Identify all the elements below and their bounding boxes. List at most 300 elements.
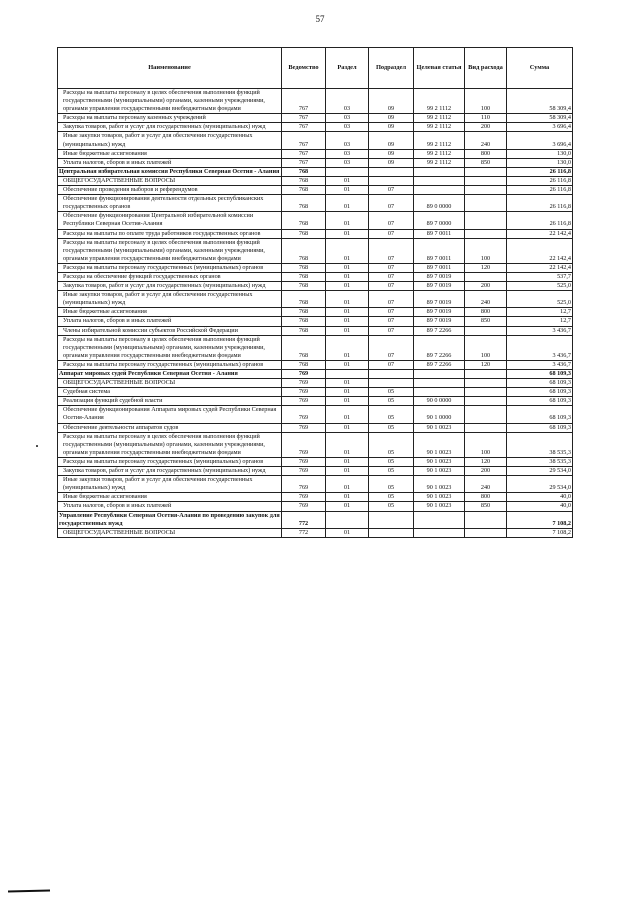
header-section: Раздел bbox=[326, 48, 369, 89]
table-row bbox=[58, 467, 573, 476]
cell-amount: 3 436,7 bbox=[507, 360, 573, 369]
cell-subsection: 07 bbox=[369, 360, 414, 369]
cell-expense-type: 850 bbox=[465, 317, 507, 326]
cell-department: 768 bbox=[282, 272, 326, 281]
cell-expense-type: 200 bbox=[465, 282, 507, 291]
cell-expense-type: 100 bbox=[465, 89, 507, 114]
cell-department: 769 bbox=[282, 406, 326, 423]
cell-target: 90 1 0023 bbox=[414, 476, 465, 493]
cell-amount: 130,0 bbox=[507, 149, 573, 158]
cell-subsection: 07 bbox=[369, 291, 414, 308]
table-row bbox=[58, 212, 573, 229]
cell-name: Расходы на обеспечение функций государственных органов bbox=[58, 272, 282, 281]
cell-subsection: 05 bbox=[369, 467, 414, 476]
cell-target: 89 7 0019 bbox=[414, 291, 465, 308]
cell-target: 89 0 0000 bbox=[414, 195, 465, 212]
cell-department: 767 bbox=[282, 123, 326, 132]
cell-section bbox=[326, 511, 369, 528]
cell-department: 767 bbox=[282, 132, 326, 149]
cell-department: 768 bbox=[282, 167, 326, 176]
cell-name: Закупка товаров, работ и услуг для государственных (муниципальных) нужд bbox=[58, 282, 282, 291]
cell-target: 99 2 1112 bbox=[414, 114, 465, 123]
cell-expense-type: 240 bbox=[465, 476, 507, 493]
cell-section: 01 bbox=[326, 476, 369, 493]
cell-subsection: 07 bbox=[369, 238, 414, 263]
cell-target bbox=[414, 379, 465, 388]
cell-department: 767 bbox=[282, 149, 326, 158]
table-row bbox=[58, 176, 573, 185]
cell-section: 01 bbox=[326, 291, 369, 308]
cell-expense-type: 120 bbox=[465, 457, 507, 466]
cell-expense-type bbox=[465, 195, 507, 212]
cell-section: 01 bbox=[326, 326, 369, 335]
cell-section: 01 bbox=[326, 406, 369, 423]
cell-department: 768 bbox=[282, 308, 326, 317]
cell-target bbox=[414, 167, 465, 176]
cell-expense-type: 200 bbox=[465, 467, 507, 476]
cell-subsection: 07 bbox=[369, 317, 414, 326]
table-row bbox=[58, 308, 573, 317]
cell-expense-type: 850 bbox=[465, 158, 507, 167]
cell-expense-type bbox=[465, 272, 507, 281]
cell-name: Обеспечение деятельности аппаратов судов bbox=[58, 423, 282, 432]
cell-section bbox=[326, 370, 369, 379]
table-row bbox=[58, 123, 573, 132]
cell-amount: 68 109,3 bbox=[507, 397, 573, 406]
scan-speck bbox=[36, 445, 38, 447]
cell-department: 769 bbox=[282, 432, 326, 457]
table-row bbox=[58, 291, 573, 308]
cell-target: 89 7 0011 bbox=[414, 238, 465, 263]
cell-section: 03 bbox=[326, 158, 369, 167]
table-row bbox=[58, 528, 573, 537]
table-row bbox=[58, 132, 573, 149]
cell-amount: 68 109,3 bbox=[507, 388, 573, 397]
cell-name: Центральная избирательная комиссия Республики Северная Осетия - Алания bbox=[58, 167, 282, 176]
cell-section: 01 bbox=[326, 195, 369, 212]
cell-subsection: 07 bbox=[369, 212, 414, 229]
cell-department: 768 bbox=[282, 282, 326, 291]
cell-amount: 26 116,8 bbox=[507, 212, 573, 229]
cell-department: 767 bbox=[282, 89, 326, 114]
cell-section: 01 bbox=[326, 379, 369, 388]
cell-section: 01 bbox=[326, 263, 369, 272]
cell-name: Обеспечение функционирования Центральной избирательной комиссии Республики Северная Осетия-Алания bbox=[58, 212, 282, 229]
cell-name: Расходы на выплаты персоналу государственных (муниципальных) органов bbox=[58, 457, 282, 466]
table-row bbox=[58, 149, 573, 158]
cell-amount: 58 309,4 bbox=[507, 89, 573, 114]
cell-section: 01 bbox=[326, 176, 369, 185]
cell-section: 01 bbox=[326, 335, 369, 360]
cell-amount: 130,0 bbox=[507, 158, 573, 167]
cell-subsection: 09 bbox=[369, 123, 414, 132]
cell-expense-type bbox=[465, 229, 507, 238]
cell-department: 768 bbox=[282, 238, 326, 263]
header-amount: Сумма bbox=[507, 48, 573, 89]
table-row bbox=[58, 317, 573, 326]
cell-amount: 29 534,0 bbox=[507, 467, 573, 476]
table-row bbox=[58, 502, 573, 511]
cell-department: 769 bbox=[282, 467, 326, 476]
cell-target: 89 7 0019 bbox=[414, 272, 465, 281]
cell-target: 90 1 0000 bbox=[414, 406, 465, 423]
cell-target: 89 7 0011 bbox=[414, 263, 465, 272]
cell-amount: 26 116,8 bbox=[507, 195, 573, 212]
cell-name: Расходы на выплаты персоналу в целях обеспечения выполнения функций государственными (муниципальными) органами, казенными учреждениями, органами управления государственными внебюджетными фондами bbox=[58, 335, 282, 360]
table-row bbox=[58, 511, 573, 528]
cell-name: Уплата налогов, сборов и иных платежей bbox=[58, 317, 282, 326]
cell-expense-type: 800 bbox=[465, 149, 507, 158]
cell-section: 01 bbox=[326, 308, 369, 317]
table-row bbox=[58, 406, 573, 423]
table-row bbox=[58, 379, 573, 388]
cell-subsection: 07 bbox=[369, 195, 414, 212]
cell-amount: 7 108,2 bbox=[507, 511, 573, 528]
cell-department: 769 bbox=[282, 388, 326, 397]
table-row bbox=[58, 432, 573, 457]
table-row bbox=[58, 167, 573, 176]
cell-target: 99 2 1112 bbox=[414, 158, 465, 167]
table-row bbox=[58, 282, 573, 291]
cell-amount: 3 696,4 bbox=[507, 132, 573, 149]
cell-name: Обеспечение проведения выборов и референдумов bbox=[58, 186, 282, 195]
cell-name: Иные бюджетные ассигнования bbox=[58, 493, 282, 502]
cell-amount: 38 535,3 bbox=[507, 432, 573, 457]
cell-section: 01 bbox=[326, 467, 369, 476]
table-row bbox=[58, 186, 573, 195]
cell-department: 768 bbox=[282, 360, 326, 369]
cell-amount: 40,0 bbox=[507, 502, 573, 511]
cell-section: 01 bbox=[326, 432, 369, 457]
table-row bbox=[58, 457, 573, 466]
cell-department: 768 bbox=[282, 326, 326, 335]
cell-expense-type bbox=[465, 167, 507, 176]
cell-target: 90 1 0023 bbox=[414, 423, 465, 432]
cell-department: 769 bbox=[282, 370, 326, 379]
cell-expense-type: 120 bbox=[465, 263, 507, 272]
cell-amount: 68 109,3 bbox=[507, 379, 573, 388]
cell-name: Иные закупки товаров, работ и услуг для обеспечения государственных (муниципальных) нужд bbox=[58, 291, 282, 308]
table-header-row bbox=[58, 48, 573, 89]
cell-name: Члены избирательной комиссии субъектов Российской Федерации bbox=[58, 326, 282, 335]
cell-amount: 68 109,3 bbox=[507, 406, 573, 423]
cell-department: 768 bbox=[282, 263, 326, 272]
cell-target: 89 7 0019 bbox=[414, 282, 465, 291]
cell-department: 769 bbox=[282, 476, 326, 493]
page-number: 57 bbox=[315, 14, 325, 24]
cell-department: 769 bbox=[282, 457, 326, 466]
table-row bbox=[58, 370, 573, 379]
cell-name: Иные бюджетные ассигнования bbox=[58, 308, 282, 317]
cell-amount: 58 309,4 bbox=[507, 114, 573, 123]
cell-expense-type bbox=[465, 326, 507, 335]
table-row bbox=[58, 263, 573, 272]
cell-expense-type bbox=[465, 176, 507, 185]
cell-amount: 22 142,4 bbox=[507, 229, 573, 238]
cell-section: 03 bbox=[326, 114, 369, 123]
cell-name: Закупка товаров, работ и услуг для государственных (муниципальных) нужд bbox=[58, 467, 282, 476]
cell-amount: 525,0 bbox=[507, 282, 573, 291]
table-row bbox=[58, 114, 573, 123]
table-row bbox=[58, 397, 573, 406]
cell-section: 03 bbox=[326, 123, 369, 132]
cell-department: 767 bbox=[282, 114, 326, 123]
table-row bbox=[58, 493, 573, 502]
cell-section: 01 bbox=[326, 238, 369, 263]
cell-expense-type bbox=[465, 212, 507, 229]
cell-target bbox=[414, 370, 465, 379]
cell-section: 01 bbox=[326, 212, 369, 229]
cell-amount: 22 142,4 bbox=[507, 238, 573, 263]
cell-department: 769 bbox=[282, 397, 326, 406]
cell-section: 01 bbox=[326, 397, 369, 406]
cell-subsection: 09 bbox=[369, 114, 414, 123]
cell-amount: 12,7 bbox=[507, 317, 573, 326]
cell-amount: 12,7 bbox=[507, 308, 573, 317]
cell-target: 99 2 1112 bbox=[414, 123, 465, 132]
cell-expense-type bbox=[465, 423, 507, 432]
table-row bbox=[58, 423, 573, 432]
cell-department: 768 bbox=[282, 317, 326, 326]
cell-name: Уплата налогов, сборов и иных платежей bbox=[58, 502, 282, 511]
cell-section: 01 bbox=[326, 528, 369, 537]
cell-expense-type bbox=[465, 370, 507, 379]
cell-target: 89 7 2266 bbox=[414, 326, 465, 335]
cell-target: 89 7 0019 bbox=[414, 317, 465, 326]
cell-subsection: 07 bbox=[369, 326, 414, 335]
cell-target: 90 1 0023 bbox=[414, 467, 465, 476]
cell-target: 90 1 0023 bbox=[414, 432, 465, 457]
cell-subsection: 07 bbox=[369, 282, 414, 291]
cell-expense-type bbox=[465, 511, 507, 528]
cell-subsection: 05 bbox=[369, 457, 414, 466]
cell-name: Обеспечение функционирования Аппарата мировых судей Республики Северная Осетия-Алания bbox=[58, 406, 282, 423]
cell-section: 01 bbox=[326, 186, 369, 195]
cell-expense-type: 100 bbox=[465, 335, 507, 360]
table-row bbox=[58, 89, 573, 114]
cell-subsection: 07 bbox=[369, 335, 414, 360]
cell-target: 90 1 0023 bbox=[414, 493, 465, 502]
cell-name: Судебная система bbox=[58, 388, 282, 397]
cell-target: 89 7 2266 bbox=[414, 360, 465, 369]
cell-target: 89 7 0019 bbox=[414, 308, 465, 317]
table-row bbox=[58, 360, 573, 369]
cell-subsection: 09 bbox=[369, 89, 414, 114]
cell-target: 99 2 1112 bbox=[414, 132, 465, 149]
table-row bbox=[58, 326, 573, 335]
cell-target bbox=[414, 186, 465, 195]
cell-subsection: 09 bbox=[369, 158, 414, 167]
cell-department: 769 bbox=[282, 379, 326, 388]
cell-name: Расходы на выплаты по оплате труда работников государственных органов bbox=[58, 229, 282, 238]
cell-section: 01 bbox=[326, 229, 369, 238]
header-expense-type: Вид расхода bbox=[465, 48, 507, 89]
budget-table bbox=[57, 47, 573, 538]
cell-subsection: 05 bbox=[369, 397, 414, 406]
cell-name: Реализация функций судебной власти bbox=[58, 397, 282, 406]
cell-subsection: 09 bbox=[369, 149, 414, 158]
cell-target: 90 1 0023 bbox=[414, 502, 465, 511]
cell-department: 767 bbox=[282, 158, 326, 167]
cell-section: 01 bbox=[326, 423, 369, 432]
cell-expense-type: 110 bbox=[465, 114, 507, 123]
cell-amount: 68 109,3 bbox=[507, 423, 573, 432]
cell-department: 768 bbox=[282, 176, 326, 185]
cell-section: 01 bbox=[326, 282, 369, 291]
cell-expense-type: 850 bbox=[465, 502, 507, 511]
cell-subsection: 07 bbox=[369, 186, 414, 195]
cell-expense-type: 240 bbox=[465, 291, 507, 308]
header-name: Наименование bbox=[58, 48, 282, 89]
cell-amount: 26 116,8 bbox=[507, 186, 573, 195]
cell-amount: 22 142,4 bbox=[507, 263, 573, 272]
cell-expense-type: 200 bbox=[465, 123, 507, 132]
cell-amount: 68 109,3 bbox=[507, 370, 573, 379]
cell-name: Расходы на выплаты персоналу в целях обеспечения выполнения функций государственными (муниципальными) органами, казенными учреждениями, органами управления государственными внебюджетными фондами bbox=[58, 432, 282, 457]
cell-department: 772 bbox=[282, 528, 326, 537]
cell-amount: 29 534,0 bbox=[507, 476, 573, 493]
table-row bbox=[58, 388, 573, 397]
table-row bbox=[58, 195, 573, 212]
cell-name: Расходы на выплаты персоналу государственных (муниципальных) органов bbox=[58, 360, 282, 369]
cell-target bbox=[414, 176, 465, 185]
cell-subsection bbox=[369, 511, 414, 528]
cell-section: 01 bbox=[326, 502, 369, 511]
cell-name: Управление Республики Северная Осетия-Алания по проведению закупок для государственных нужд bbox=[59, 511, 280, 527]
cell-expense-type bbox=[465, 397, 507, 406]
cell-subsection bbox=[369, 379, 414, 388]
cell-expense-type bbox=[465, 186, 507, 195]
cell-expense-type: 120 bbox=[465, 360, 507, 369]
cell-name: Уплата налогов, сборов и иных платежей bbox=[58, 158, 282, 167]
cell-expense-type bbox=[465, 528, 507, 537]
cell-amount: 525,0 bbox=[507, 291, 573, 308]
cell-subsection: 05 bbox=[369, 493, 414, 502]
cell-subsection: 07 bbox=[369, 263, 414, 272]
cell-name: ОБЩЕГОСУДАРСТВЕННЫЕ ВОПРОСЫ bbox=[58, 176, 282, 185]
cell-amount: 3 436,7 bbox=[507, 335, 573, 360]
cell-section: 01 bbox=[326, 272, 369, 281]
cell-expense-type bbox=[465, 388, 507, 397]
cell-target bbox=[414, 511, 465, 528]
cell-name: Иные закупки товаров, работ и услуг для обеспечения государственных (муниципальных) нужд bbox=[58, 476, 282, 493]
cell-name: Обеспечение функционирования деятельности отдельных республиканских государственных органов bbox=[58, 195, 282, 212]
cell-amount: 26 116,8 bbox=[507, 176, 573, 185]
cell-name: Расходы на выплаты персоналу в целях обеспечения выполнения функций государственными (муниципальными) органами, казенными учреждениями, органами управления государственными внебюджетными фондами bbox=[58, 89, 282, 114]
cell-department: 768 bbox=[282, 335, 326, 360]
cell-name: Аппарат мировых судей Республики Северная Осетия - Алания bbox=[58, 370, 282, 379]
cell-target: 99 2 1112 bbox=[414, 149, 465, 158]
cell-amount: 38 535,3 bbox=[507, 457, 573, 466]
cell-department: 769 bbox=[282, 493, 326, 502]
table-row bbox=[58, 476, 573, 493]
table-row bbox=[58, 158, 573, 167]
scan-mark-line bbox=[8, 889, 50, 892]
table-row bbox=[58, 335, 573, 360]
cell-section: 03 bbox=[326, 132, 369, 149]
cell-department: 768 bbox=[282, 229, 326, 238]
cell-expense-type bbox=[465, 379, 507, 388]
cell-subsection: 05 bbox=[369, 432, 414, 457]
table-body bbox=[58, 89, 573, 538]
cell-section: 01 bbox=[326, 388, 369, 397]
cell-name: Закупка товаров, работ и услуг для государственных (муниципальных) нужд bbox=[58, 123, 282, 132]
cell-section: 03 bbox=[326, 89, 369, 114]
cell-department: 768 bbox=[282, 186, 326, 195]
table-row bbox=[58, 238, 573, 263]
cell-subsection: 05 bbox=[369, 406, 414, 423]
cell-amount: 3 436,7 bbox=[507, 326, 573, 335]
cell-section bbox=[326, 167, 369, 176]
cell-target: 99 2 1112 bbox=[414, 89, 465, 114]
cell-subsection: 07 bbox=[369, 272, 414, 281]
cell-section: 01 bbox=[326, 360, 369, 369]
cell-department: 768 bbox=[282, 291, 326, 308]
cell-subsection: 09 bbox=[369, 132, 414, 149]
cell-expense-type: 100 bbox=[465, 432, 507, 457]
cell-section: 03 bbox=[326, 149, 369, 158]
cell-expense-type: 100 bbox=[465, 238, 507, 263]
cell-expense-type: 240 bbox=[465, 132, 507, 149]
cell-subsection bbox=[369, 528, 414, 537]
cell-subsection bbox=[369, 176, 414, 185]
cell-target: 90 1 0023 bbox=[414, 457, 465, 466]
cell-name: Расходы на выплаты персоналу в целях обеспечения выполнения функций государственными (муниципальными) органами, казенными учреждениями, органами управления государственными внебюджетными фондами bbox=[58, 238, 282, 263]
cell-department: 772 bbox=[282, 511, 326, 528]
cell-target: 90 0 0000 bbox=[414, 397, 465, 406]
cell-expense-type bbox=[465, 406, 507, 423]
cell-section: 01 bbox=[326, 317, 369, 326]
cell-name: ОБЩЕГОСУДАРСТВЕННЫЕ ВОПРОСЫ bbox=[58, 528, 282, 537]
table-row bbox=[58, 229, 573, 238]
cell-target: 89 7 0000 bbox=[414, 212, 465, 229]
table-row bbox=[58, 272, 573, 281]
cell-subsection: 07 bbox=[369, 229, 414, 238]
cell-name: ОБЩЕГОСУДАРСТВЕННЫЕ ВОПРОСЫ bbox=[58, 379, 282, 388]
cell-name: Иные бюджетные ассигнования bbox=[58, 149, 282, 158]
cell-target: 89 7 2266 bbox=[414, 335, 465, 360]
cell-department: 768 bbox=[282, 195, 326, 212]
cell-name: Расходы на выплаты персоналу государственных (муниципальных) органов bbox=[58, 263, 282, 272]
cell-subsection bbox=[369, 370, 414, 379]
cell-target bbox=[414, 388, 465, 397]
cell-name: Расходы на выплаты персоналу казенных учреждений bbox=[58, 114, 282, 123]
header-subsection: Подраздел bbox=[369, 48, 414, 89]
cell-amount: 3 696,4 bbox=[507, 123, 573, 132]
cell-department: 769 bbox=[282, 423, 326, 432]
cell-expense-type: 800 bbox=[465, 308, 507, 317]
cell-target bbox=[414, 528, 465, 537]
cell-subsection: 05 bbox=[369, 476, 414, 493]
cell-amount: 537,7 bbox=[507, 272, 573, 281]
cell-subsection: 07 bbox=[369, 308, 414, 317]
cell-department: 768 bbox=[282, 212, 326, 229]
cell-name: Иные закупки товаров, работ и услуг для обеспечения государственных (муниципальных) нужд bbox=[58, 132, 282, 149]
cell-subsection: 05 bbox=[369, 423, 414, 432]
header-target: Целевая статья bbox=[414, 48, 465, 89]
cell-target: 89 7 0011 bbox=[414, 229, 465, 238]
cell-amount: 7 108,2 bbox=[507, 528, 573, 537]
cell-section: 01 bbox=[326, 457, 369, 466]
cell-subsection: 05 bbox=[369, 388, 414, 397]
cell-amount: 40,0 bbox=[507, 493, 573, 502]
cell-expense-type: 800 bbox=[465, 493, 507, 502]
cell-amount: 26 116,8 bbox=[507, 167, 573, 176]
cell-subsection bbox=[369, 167, 414, 176]
header-department: Ведомство bbox=[282, 48, 326, 89]
cell-department: 769 bbox=[282, 502, 326, 511]
cell-subsection: 05 bbox=[369, 502, 414, 511]
